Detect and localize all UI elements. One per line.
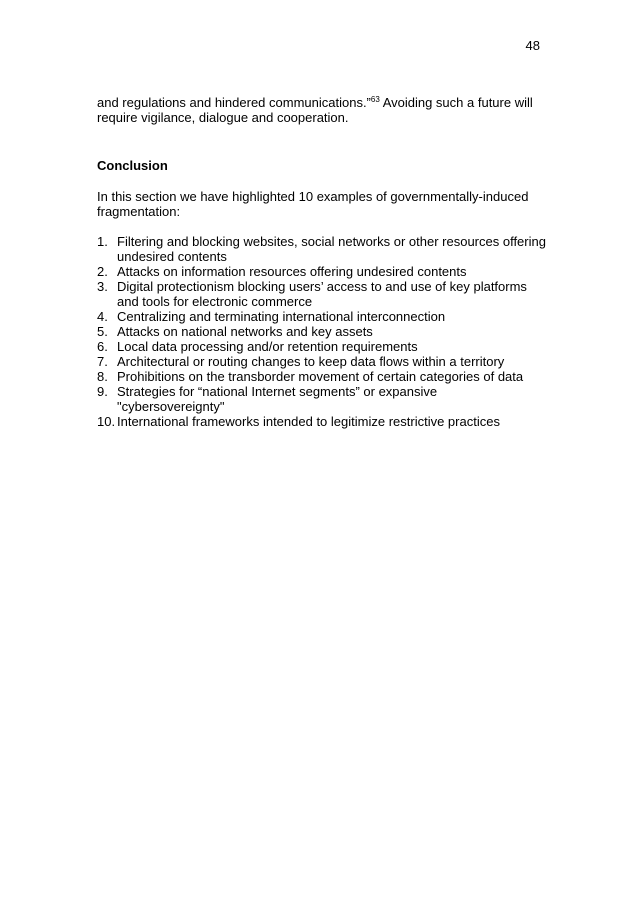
list-item-number: 10. <box>97 414 116 429</box>
list-item-text: Local data processing and/or retention requirements <box>117 339 418 354</box>
list-item-text: International frameworks intended to legitimize restrictive practices <box>117 414 500 429</box>
section-heading: Conclusion <box>97 158 168 173</box>
list-item <box>97 309 547 324</box>
list-item <box>97 384 547 414</box>
list-item-text: Attacks on information resources offering undesired contents <box>117 264 467 279</box>
page-content <box>97 95 547 429</box>
list-item <box>97 264 547 279</box>
list-item-text: Strategies for “national Internet segments” or expansive "cybersovereignty" <box>117 384 438 414</box>
list-item-number: 3. <box>97 279 108 294</box>
opening-text-after: Avoiding such a future will require vigilance, dialogue and cooperation. <box>97 95 533 125</box>
list-item-number: 9. <box>97 384 108 399</box>
page-number: 48 <box>525 38 540 53</box>
opening-text-before: and regulations and hindered communications.” <box>97 95 371 110</box>
list-item-text: Attacks on national networks and key assets <box>117 324 373 339</box>
list-item-text: Digital protectionism blocking users’ access to and use of key platforms and tools for electronic commerce <box>117 279 527 309</box>
footnote-reference[interactable]: 63 <box>370 95 380 104</box>
list-item-number: 1. <box>97 234 108 249</box>
list-item-text: Prohibitions on the transborder movement of certain categories of data <box>117 369 524 384</box>
list-item-number: 5. <box>97 324 108 339</box>
list-item <box>97 339 547 354</box>
list-item-number: 4. <box>97 309 108 324</box>
list-item <box>97 369 547 384</box>
list-item-number: 6. <box>97 339 108 354</box>
opening-paragraph <box>97 95 547 125</box>
list-item <box>97 234 547 264</box>
list-item-number: 2. <box>97 264 108 279</box>
list-item <box>97 414 547 429</box>
list-item-text: Filtering and blocking websites, social networks or other resources offering undesired contents <box>117 234 546 264</box>
list-item <box>97 324 547 339</box>
list-item <box>97 279 547 309</box>
fragmentation-list <box>97 234 547 429</box>
list-item-text: Architectural or routing changes to keep data flows within a territory <box>117 354 505 369</box>
list-item <box>97 354 547 369</box>
list-item-text: Centralizing and terminating international interconnection <box>117 309 446 324</box>
intro-paragraph: In this section we have highlighted 10 examples of governmentally-induced fragmentation: <box>97 189 529 219</box>
list-item-number: 7. <box>97 354 108 369</box>
list-item-number: 8. <box>97 369 108 384</box>
